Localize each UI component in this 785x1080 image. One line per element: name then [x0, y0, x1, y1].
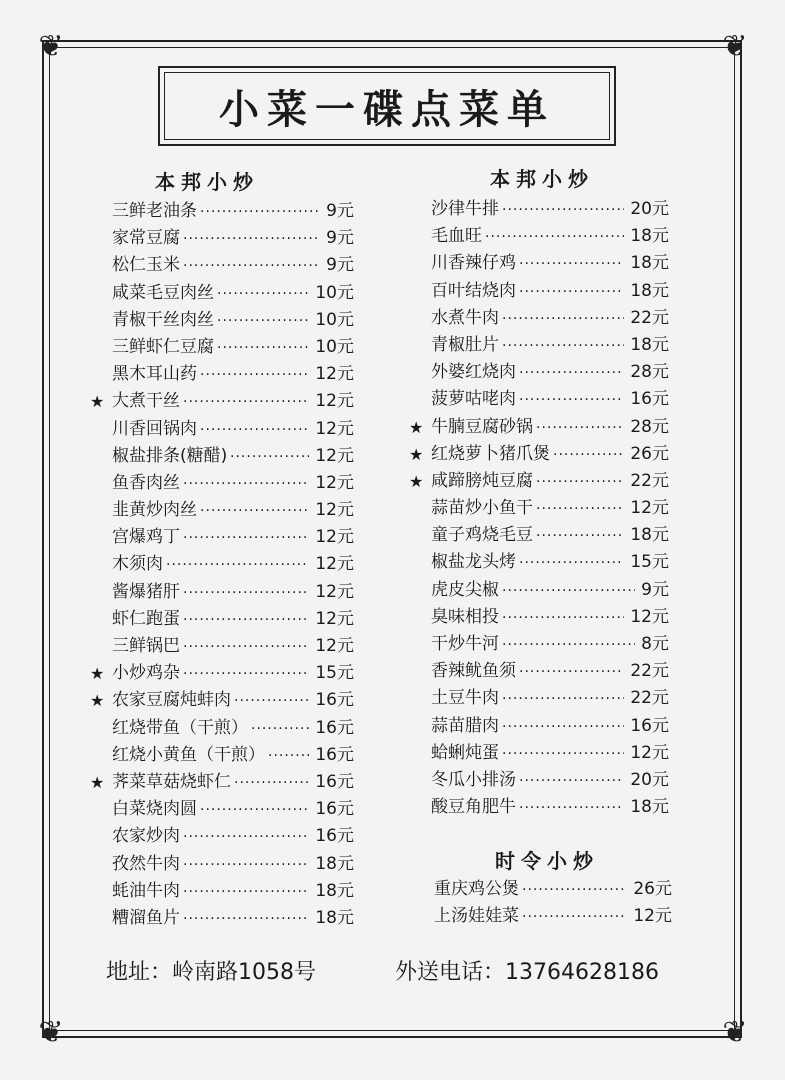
- dot-leader: [217, 307, 309, 334]
- star-icon: ★: [90, 772, 105, 792]
- title-banner: [158, 66, 616, 146]
- dish-name: 大煮干丝: [112, 391, 180, 412]
- menu-item: [112, 715, 354, 742]
- menu-title: 小菜一碟点菜单: [219, 85, 555, 133]
- dot-leader: [200, 361, 309, 388]
- corner-ornament-icon: ❦: [38, 1015, 64, 1050]
- dish-name: 臭味相投: [431, 606, 499, 627]
- dish-name: 百叶结烧肉: [431, 280, 516, 301]
- dish-price: 18元: [630, 525, 669, 546]
- dot-leader: [536, 522, 624, 549]
- dish-name: 家常豆腐: [112, 228, 180, 249]
- corner-ornament-icon: ❦: [722, 1015, 748, 1050]
- dish-name: 酸豆角肥牛: [431, 797, 516, 818]
- right-section-heading: 本邦小炒: [490, 167, 594, 191]
- menu-item: [112, 307, 354, 334]
- dish-price: 18元: [315, 880, 354, 901]
- star-icon: ★: [90, 691, 105, 711]
- dish-name: 椒盐排条(糖醋): [112, 445, 228, 466]
- menu-item: [90, 687, 354, 714]
- dish-price: 9元: [326, 255, 354, 276]
- menu-item: [431, 767, 669, 794]
- menu-item: [112, 878, 354, 905]
- phone-text: 外送电话：13764628186: [395, 960, 659, 985]
- dish-price: 16元: [315, 799, 354, 820]
- dish-name: 咸菜毛豆肉丝: [112, 282, 214, 303]
- dish-price: 16元: [315, 826, 354, 847]
- menu-item: [112, 524, 354, 551]
- dot-leader: [519, 386, 624, 413]
- dot-leader: [200, 497, 309, 524]
- dot-leader: [183, 470, 309, 497]
- dish-price: 12元: [630, 742, 669, 763]
- dot-leader: [519, 359, 624, 386]
- menu-item: [431, 631, 669, 658]
- dot-leader: [485, 223, 624, 250]
- dot-leader: [200, 796, 309, 823]
- menu-item: [434, 903, 672, 930]
- menu-item: [112, 851, 354, 878]
- dot-leader: [217, 280, 309, 307]
- dish-price: 12元: [315, 418, 354, 439]
- dot-leader: [553, 441, 624, 468]
- dish-price: 15元: [630, 552, 669, 573]
- dot-leader: [183, 225, 320, 252]
- dish-name: 红烧小黄鱼（干煎）: [112, 744, 265, 765]
- dish-price: 18元: [630, 797, 669, 818]
- menu-item: [431, 278, 669, 305]
- dot-leader: [502, 196, 624, 223]
- star-icon: ★: [90, 392, 105, 412]
- dish-price: 10元: [315, 336, 354, 357]
- dish-name: 红烧带鱼（干煎）: [112, 717, 248, 738]
- menu-item: [112, 470, 354, 497]
- menu-item: [431, 713, 669, 740]
- dish-price: 16元: [315, 717, 354, 738]
- dot-leader: [230, 443, 309, 470]
- seasonal-menu-list: [434, 876, 672, 930]
- dish-name: 木须肉: [112, 554, 163, 575]
- menu-item: [431, 577, 669, 604]
- menu-item: [431, 196, 669, 223]
- star-icon: ★: [409, 444, 424, 464]
- dish-name: 蒜苗腊肉: [431, 715, 499, 736]
- dot-leader: [502, 740, 624, 767]
- dish-name: 糟溜鱼片: [112, 907, 180, 928]
- dot-leader: [183, 905, 309, 932]
- menu-item: [112, 905, 354, 932]
- dish-name: 青椒干丝肉丝: [112, 309, 214, 330]
- menu-item: [431, 223, 669, 250]
- dot-leader: [502, 577, 635, 604]
- dish-name: 小炒鸡杂: [112, 663, 180, 684]
- menu-item: [431, 685, 669, 712]
- dish-price: 26元: [630, 443, 669, 464]
- dish-price: 12元: [315, 581, 354, 602]
- menu-item: [112, 361, 354, 388]
- dish-price: 18元: [315, 853, 354, 874]
- dot-leader: [166, 551, 309, 578]
- dot-leader: [183, 606, 309, 633]
- menu-item: [409, 468, 669, 495]
- left-section-heading: 本邦小炒: [155, 170, 259, 194]
- menu-item: [409, 441, 669, 468]
- menu-item: [112, 823, 354, 850]
- dot-leader: [502, 685, 624, 712]
- dish-price: 18元: [315, 907, 354, 928]
- dish-name: 青椒肚片: [431, 334, 499, 355]
- dish-price: 28元: [630, 416, 669, 437]
- dish-price: 18元: [630, 280, 669, 301]
- dish-name: 川香辣仔鸡: [431, 253, 516, 274]
- dish-name: 白菜烧肉圆: [112, 799, 197, 820]
- menu-item: [112, 579, 354, 606]
- menu-item: [112, 742, 354, 769]
- menu-item: [431, 522, 669, 549]
- dish-name: 农家豆腐炖蚌肉: [112, 690, 231, 711]
- right-menu-list: [409, 196, 669, 821]
- dish-price: 16元: [315, 744, 354, 765]
- dish-price: 12元: [315, 608, 354, 629]
- menu-item: [112, 796, 354, 823]
- dish-price: 22元: [630, 470, 669, 491]
- menu-item: [112, 252, 354, 279]
- dot-leader: [183, 524, 309, 551]
- dot-leader: [522, 876, 627, 903]
- dot-leader: [519, 794, 624, 821]
- dish-name: 荠菜草菇烧虾仁: [112, 771, 231, 792]
- dot-leader: [183, 579, 309, 606]
- menu-item: [112, 416, 354, 443]
- menu-item: [112, 497, 354, 524]
- dish-name: 重庆鸡公煲: [434, 879, 519, 899]
- dish-name: 虾仁跑蛋: [112, 608, 180, 629]
- seasonal-section-heading: 时令小炒: [495, 849, 599, 873]
- dot-leader: [183, 252, 320, 279]
- dot-leader: [522, 903, 627, 930]
- dish-price: 15元: [315, 663, 354, 684]
- star-icon: ★: [409, 417, 424, 437]
- menu-item: [112, 198, 354, 225]
- dish-name: 上汤娃娃菜: [434, 906, 519, 927]
- dish-price: 12元: [315, 472, 354, 493]
- dish-name: 土豆牛肉: [431, 688, 499, 709]
- address-text: 地址：岭南路1058号: [106, 960, 316, 985]
- menu-item: [112, 443, 354, 470]
- dot-leader: [183, 633, 309, 660]
- dish-price: 9元: [326, 228, 354, 249]
- dish-price: 12元: [315, 445, 354, 466]
- menu-item: [431, 305, 669, 332]
- dish-price: 10元: [315, 282, 354, 303]
- dot-leader: [183, 388, 309, 415]
- corner-ornament-icon: ❦: [38, 29, 64, 64]
- dish-price: 28元: [630, 362, 669, 383]
- dish-price: 18元: [630, 334, 669, 355]
- dot-leader: [200, 416, 309, 443]
- menu-item: [431, 250, 669, 277]
- dot-leader: [251, 715, 309, 742]
- dot-leader: [200, 198, 320, 225]
- dish-price: 20元: [630, 199, 669, 219]
- dot-leader: [183, 851, 309, 878]
- dish-name: 咸蹄膀炖豆腐: [431, 470, 533, 491]
- dish-name: 外婆红烧肉: [431, 362, 516, 383]
- dot-leader: [183, 823, 309, 850]
- dot-leader: [536, 495, 624, 522]
- dot-leader: [536, 468, 624, 495]
- dot-leader: [268, 742, 309, 769]
- dish-price: 9元: [641, 579, 669, 600]
- menu-item: [434, 876, 672, 903]
- dish-price: 12元: [315, 500, 354, 521]
- dish-price: 12元: [315, 391, 354, 412]
- dish-name: 三鲜虾仁豆腐: [112, 336, 214, 357]
- dish-price: 20元: [630, 769, 669, 790]
- menu-item: [431, 658, 669, 685]
- dish-price: 22元: [630, 307, 669, 328]
- dish-price: 12元: [315, 554, 354, 575]
- dish-name: 三鲜锅巴: [112, 636, 180, 656]
- dish-name: 毛血旺: [431, 226, 482, 247]
- dish-price: 12元: [630, 606, 669, 627]
- dish-name: 宫爆鸡丁: [112, 527, 180, 548]
- menu-item: [90, 660, 354, 687]
- dish-name: 蚝油牛肉: [112, 880, 180, 901]
- dish-name: 蛤蜊炖蛋: [431, 742, 499, 763]
- menu-item: [112, 551, 354, 578]
- dish-name: 虎皮尖椒: [431, 579, 499, 600]
- menu-item: [431, 386, 669, 413]
- dish-price: 16元: [630, 715, 669, 736]
- dot-leader: [536, 414, 624, 441]
- dish-name: 农家炒肉: [112, 826, 180, 847]
- dish-name: 菠萝咕咾肉: [431, 389, 516, 410]
- left-menu-list: [90, 198, 354, 932]
- menu-item: [431, 740, 669, 767]
- dish-price: 12元: [630, 498, 669, 519]
- dish-name: 酱爆猪肝: [112, 581, 180, 602]
- dish-price: 12元: [633, 906, 672, 927]
- dish-name: 冬瓜小排汤: [431, 769, 516, 790]
- menu-item: [431, 794, 669, 821]
- dish-price: 8元: [641, 634, 669, 654]
- menu-item: [112, 225, 354, 252]
- dish-price: 18元: [630, 253, 669, 274]
- dot-leader: [519, 278, 624, 305]
- dot-leader: [519, 767, 624, 794]
- dish-name: 椒盐龙头烤: [431, 552, 516, 573]
- dish-price: 22元: [630, 661, 669, 682]
- dish-name: 孜然牛肉: [112, 853, 180, 874]
- dot-leader: [519, 658, 624, 685]
- dot-leader: [183, 660, 309, 687]
- dish-name: 蒜苗炒小鱼干: [431, 498, 533, 519]
- dot-leader: [502, 332, 624, 359]
- menu-item: [112, 633, 354, 660]
- dot-leader: [519, 549, 624, 576]
- corner-ornament-icon: ❦: [722, 29, 748, 64]
- menu-item: [112, 280, 354, 307]
- star-icon: ★: [90, 664, 105, 684]
- dish-name: 牛腩豆腐砂锅: [431, 416, 533, 437]
- dish-name: 黑木耳山药: [112, 364, 197, 385]
- dish-name: 水煮牛肉: [431, 307, 499, 328]
- dish-name: 川香回锅肉: [112, 418, 197, 439]
- dot-leader: [502, 305, 624, 332]
- dish-name: 三鲜老油条: [112, 201, 197, 221]
- dish-price: 10元: [315, 309, 354, 330]
- dish-name: 韭黄炒肉丝: [112, 500, 197, 521]
- dish-price: 22元: [630, 688, 669, 709]
- dot-leader: [234, 687, 309, 714]
- menu-item: [409, 414, 669, 441]
- dot-leader: [183, 878, 309, 905]
- dish-price: 26元: [633, 879, 672, 899]
- menu-item: [112, 606, 354, 633]
- dish-name: 红烧萝卜猪爪煲: [431, 443, 550, 464]
- menu-item: [431, 549, 669, 576]
- menu-item: [431, 604, 669, 631]
- dot-leader: [502, 713, 624, 740]
- dot-leader: [234, 769, 309, 796]
- dish-name: 松仁玉米: [112, 255, 180, 276]
- menu-item: [90, 388, 354, 415]
- dish-price: 16元: [315, 771, 354, 792]
- dish-name: 香辣鱿鱼须: [431, 661, 516, 682]
- dish-price: 12元: [315, 636, 354, 656]
- menu-item: [431, 332, 669, 359]
- dish-price: 12元: [315, 527, 354, 548]
- dish-price: 16元: [315, 690, 354, 711]
- star-icon: ★: [409, 471, 424, 491]
- menu-item: [431, 495, 669, 522]
- menu-item: [112, 334, 354, 361]
- menu-item: [90, 769, 354, 796]
- dot-leader: [217, 334, 309, 361]
- dish-price: 16元: [630, 389, 669, 410]
- menu-item: [431, 359, 669, 386]
- dish-name: 童子鸡烧毛豆: [431, 525, 533, 546]
- dish-price: 9元: [326, 201, 354, 221]
- dish-name: 干炒牛河: [431, 634, 499, 654]
- dish-price: 18元: [630, 226, 669, 247]
- dish-name: 鱼香肉丝: [112, 472, 180, 493]
- dish-price: 12元: [315, 364, 354, 385]
- dish-name: 沙律牛排: [431, 199, 499, 219]
- dot-leader: [502, 631, 635, 658]
- dot-leader: [502, 604, 624, 631]
- dot-leader: [519, 250, 624, 277]
